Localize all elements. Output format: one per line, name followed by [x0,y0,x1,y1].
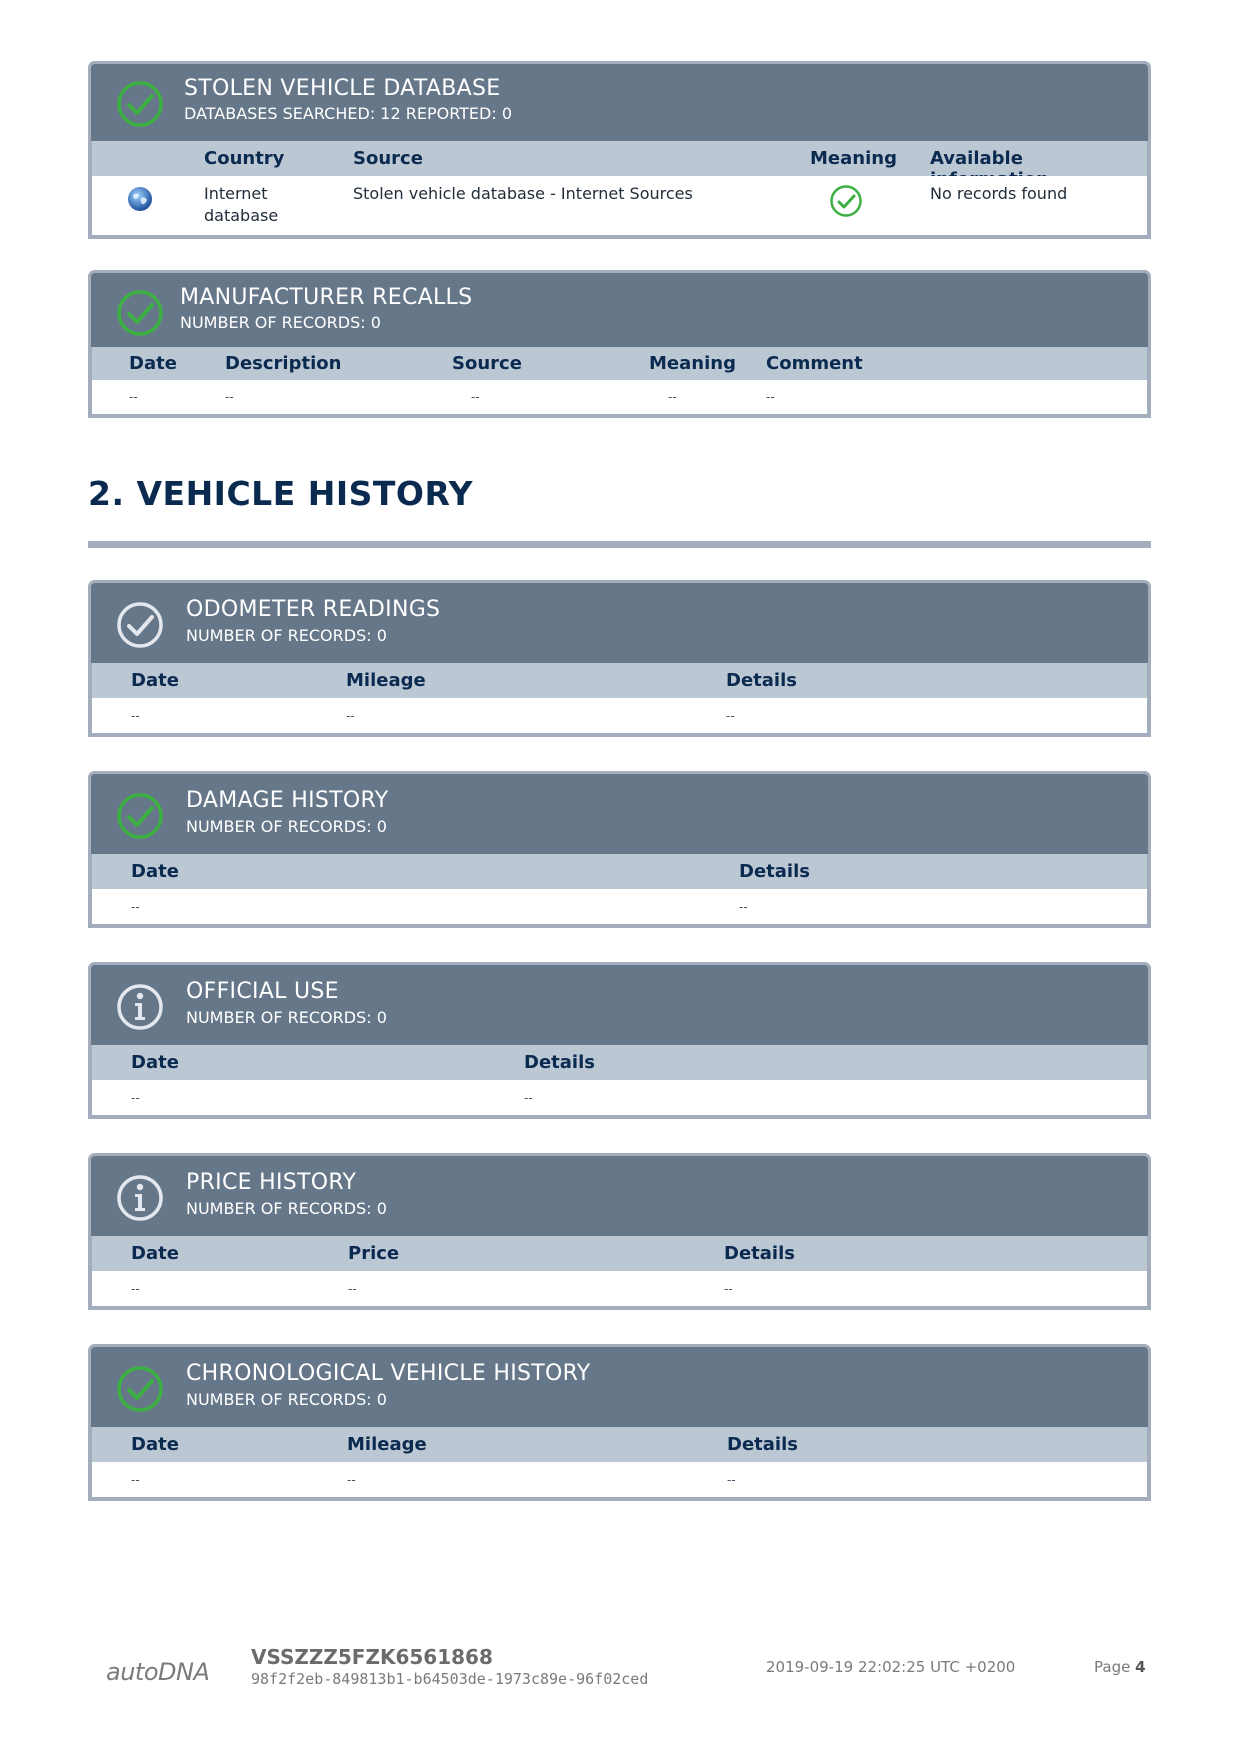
table-header [92,1045,1147,1080]
globe-icon [127,186,153,212]
panel-title: OFFICIAL USE [186,979,339,1004]
check-circle-icon [829,184,863,218]
cell-price: -- [348,1282,357,1296]
col-date: Date [129,353,177,374]
country-line1: Internet [204,184,268,203]
col-date: Date [131,670,179,691]
manufacturer-recalls-header [88,270,1151,347]
check-circle-icon [115,79,165,129]
check-circle-icon [115,791,165,841]
cell-source: -- [471,390,480,404]
panel-subtitle: NUMBER OF RECORDS: 0 [186,626,387,645]
page-indicator [1094,1658,1146,1676]
table-header [92,854,1147,889]
panel-title: PRICE HISTORY [186,1170,357,1195]
col-details: Details [724,1243,795,1264]
cell-date: -- [131,1282,140,1296]
cell-date: -- [131,709,140,723]
col-date: Date [131,1052,179,1073]
col-date: Date [131,1243,179,1264]
col-date: Date [131,861,179,882]
col-details: Details [726,670,797,691]
table-row [92,1271,1147,1306]
col-source: Source [452,353,522,374]
section-divider [88,541,1151,548]
chronological-history-panel [88,1344,1151,1501]
cell-date: -- [131,1091,140,1105]
col-details: Details [524,1052,595,1073]
vin-number: VSSZZZ5FZK6561868 [251,1645,493,1669]
panel-subtitle: NUMBER OF RECORDS: 0 [186,1008,387,1027]
cell-date: -- [129,390,138,404]
cell-description: -- [225,390,234,404]
col-meaning: Meaning [649,353,736,374]
table-row [92,698,1147,733]
col-description: Description [225,353,342,374]
col-details: Details [739,861,810,882]
source-value: Stolen vehicle database - Internet Sources [353,184,693,203]
cell-details: -- [724,1282,733,1296]
cell-comment: -- [766,390,775,404]
panel-title: CHRONOLOGICAL VEHICLE HISTORY [186,1361,591,1386]
manufacturer-recalls-panel [88,270,1151,418]
col-details: Details [727,1434,798,1455]
table-row [92,1462,1147,1497]
col-meaning: Meaning [810,148,897,169]
table-row [92,889,1147,924]
official-use-header [88,962,1151,1045]
table-header [92,141,1147,176]
cell-details: -- [739,900,748,914]
country-line2: database [204,206,279,225]
cell-details: -- [727,1473,736,1487]
panel-title: ODOMETER READINGS [186,597,441,622]
col-mileage: Mileage [347,1434,427,1455]
col-price: Price [348,1243,400,1264]
page-label: Page [1094,1658,1131,1676]
panel-subtitle: NUMBER OF RECORDS: 0 [186,817,387,836]
table-header [92,347,1147,380]
info-circle-icon [115,982,165,1032]
col-date: Date [131,1434,179,1455]
panel-subtitle: NUMBER OF RECORDS: 0 [186,1199,387,1218]
stolen-vehicle-header [88,61,1151,141]
available-information-value: No records found [930,184,1068,203]
cell-date: -- [131,900,140,914]
cell-details: -- [524,1091,533,1105]
check-circle-icon [115,1364,165,1414]
report-timestamp: 2019-09-19 22:02:25 UTC +0200 [766,1658,1016,1676]
info-circle-icon [115,1173,165,1223]
col-available-information: Available [930,148,1023,169]
panel-subtitle: NUMBER OF RECORDS: 0 [186,1390,387,1409]
cell-mileage: -- [347,1473,356,1487]
page-number: 4 [1135,1658,1146,1676]
cell-meaning: -- [668,390,677,404]
chronological-history-header [88,1344,1151,1427]
table-header [92,663,1147,698]
cell-date: -- [131,1473,140,1487]
panel-title: MANUFACTURER RECALLS [180,285,473,310]
stolen-vehicle-panel [88,61,1151,239]
table-header [92,1427,1147,1462]
check-circle-icon [115,288,165,338]
col-country: Country [204,148,285,169]
autodna-logo: autoDNA [106,1658,210,1686]
panel-subtitle: NUMBER OF RECORDS: 0 [180,313,381,332]
damage-history-panel [88,771,1151,928]
col-source: Source [353,148,423,169]
odometer-readings-header [88,580,1151,663]
table-row [92,380,1147,414]
section-title: 2. VEHICLE HISTORY [88,474,473,513]
panel-title: DAMAGE HISTORY [186,788,389,813]
table-row [92,176,1147,235]
price-history-header [88,1153,1151,1236]
panel-title: STOLEN VEHICLE DATABASE [184,76,501,101]
damage-history-header [88,771,1151,854]
col-comment: Comment [766,353,863,374]
odometer-readings-panel [88,580,1151,737]
col-mileage: Mileage [346,670,426,691]
table-row [92,1080,1147,1115]
panel-subtitle: DATABASES SEARCHED: 12 REPORTED: 0 [184,104,513,123]
official-use-panel [88,962,1151,1119]
check-circle-gray-icon [115,600,165,650]
cell-details: -- [726,709,735,723]
cell-mileage: -- [346,709,355,723]
table-header [92,1236,1147,1271]
price-history-panel [88,1153,1151,1310]
report-hash: 98f2f2eb-849813b1-b64503de-1973c89e-96f02ced [251,1670,649,1688]
